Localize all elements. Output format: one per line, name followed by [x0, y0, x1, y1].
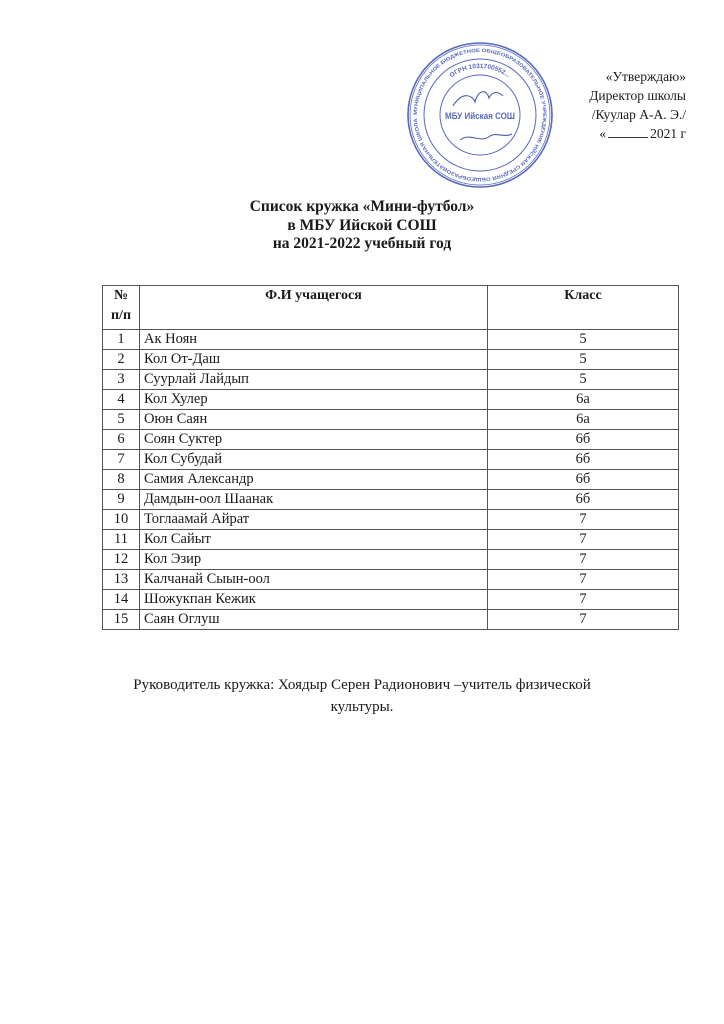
stamp-ogrn-text: ОГРН 1031700552...: [448, 62, 512, 80]
table-row: [103, 510, 679, 530]
student-class: 7: [488, 570, 679, 590]
student-name: Суурлай Лайдып: [140, 370, 488, 390]
header-class: Класс: [488, 286, 679, 330]
table-row: [103, 410, 679, 430]
approval-date-blank: [608, 125, 648, 138]
title-line-1: Список кружка «Мини-футбол»: [249, 198, 475, 215]
student-class: 6б: [488, 490, 679, 510]
table-row: [103, 370, 679, 390]
student-name: Оюн Саян: [140, 410, 488, 430]
approval-date: [599, 124, 686, 143]
approval-date-open: «: [599, 126, 607, 141]
table-body: [103, 330, 679, 630]
student-class: 6а: [488, 390, 679, 410]
student-name: Кол Хулер: [140, 390, 488, 410]
student-class: 5: [488, 330, 679, 350]
row-number: 9: [103, 490, 140, 510]
table-row: [103, 610, 679, 630]
row-number: 14: [103, 590, 140, 610]
student-name: Кол От-Даш: [140, 350, 488, 370]
table-row: [103, 530, 679, 550]
club-leader-note: [0, 674, 724, 718]
title-line-2: в МБУ Ийской СОШ: [287, 216, 437, 234]
student-class: 7: [488, 590, 679, 610]
header-number-line2: п/п: [110, 308, 132, 323]
student-name: Тоглаамай Айрат: [140, 510, 488, 530]
row-number: 5: [103, 410, 140, 430]
stamp-outer-text: МУНИЦИПАЛЬНОЕ БЮДЖЕТНОЕ ОБЩЕОБРАЗОВАТЕЛЬНОЕ УЧРЕЖДЕНИЕ ИЙСКАЯ СРЕДНЯЯ ОБЩЕОБРАЗОВАТЕЛЬНАЯ ШКОЛА: [412, 47, 548, 183]
table-row: [103, 430, 679, 450]
title-line-3: на 2021-2022 учебный год: [272, 235, 452, 252]
footer-line-2: культуры.: [330, 699, 394, 715]
student-name: Дамдын-оол Шаанак: [140, 490, 488, 510]
header-student-name: Ф.И учащегося: [140, 286, 488, 330]
table-row: [103, 450, 679, 470]
approval-heading: «Утверждаю»: [605, 69, 686, 84]
row-number: 4: [103, 390, 140, 410]
student-class: 7: [488, 510, 679, 530]
row-number: 13: [103, 570, 140, 590]
student-class: 6а: [488, 410, 679, 430]
student-name: Кол Сайыт: [140, 530, 488, 550]
row-number: 8: [103, 470, 140, 490]
student-name: Соян Суктер: [140, 430, 488, 450]
document-title: [0, 198, 724, 254]
row-number: 11: [103, 530, 140, 550]
student-class: 6б: [488, 470, 679, 490]
student-name: Кол Субудай: [140, 450, 488, 470]
student-class: 7: [488, 610, 679, 630]
student-name: Саян Оглуш: [140, 610, 488, 630]
student-class: 5: [488, 350, 679, 370]
table-row: [103, 330, 679, 350]
student-roster-table: [102, 285, 679, 630]
approval-date-year: 2021 г: [650, 126, 686, 141]
table-row: [103, 590, 679, 610]
row-number: 12: [103, 550, 140, 570]
student-name: Шожукпан Кежик: [140, 590, 488, 610]
student-name: Ак Ноян: [140, 330, 488, 350]
table-header-row: [103, 286, 679, 330]
table-row: [103, 350, 679, 370]
row-number: 2: [103, 350, 140, 370]
table-row: [103, 390, 679, 410]
approval-position: Директор школы: [589, 88, 686, 103]
student-class: 7: [488, 550, 679, 570]
row-number: 15: [103, 610, 140, 630]
footer-line-1: Руководитель кружка: Хоядыр Серен Радионович –учитель физической: [133, 677, 591, 693]
table-row: [103, 550, 679, 570]
table-row: [103, 470, 679, 490]
table-row: [103, 570, 679, 590]
student-name: Калчанай Сыын-оол: [140, 570, 488, 590]
row-number: 6: [103, 430, 140, 450]
student-class: 5: [488, 370, 679, 390]
table-row: [103, 490, 679, 510]
row-number: 1: [103, 330, 140, 350]
student-class: 7: [488, 530, 679, 550]
row-number: 3: [103, 370, 140, 390]
school-stamp: [405, 40, 555, 190]
student-name: Кол Эзир: [140, 550, 488, 570]
header-number-line1: №: [113, 288, 129, 303]
header-number: [103, 286, 140, 330]
student-name: Самия Александр: [140, 470, 488, 490]
row-number: 7: [103, 450, 140, 470]
stamp-center-text: МБУ Ийская СОШ: [445, 111, 515, 121]
approval-block: [566, 67, 686, 143]
row-number: 10: [103, 510, 140, 530]
svg-text:ОГРН 1031700552...: [449, 63, 512, 79]
approval-director-name: /Куулар А-А. Э./: [591, 107, 686, 122]
student-class: 6б: [488, 450, 679, 470]
student-class: 6б: [488, 430, 679, 450]
